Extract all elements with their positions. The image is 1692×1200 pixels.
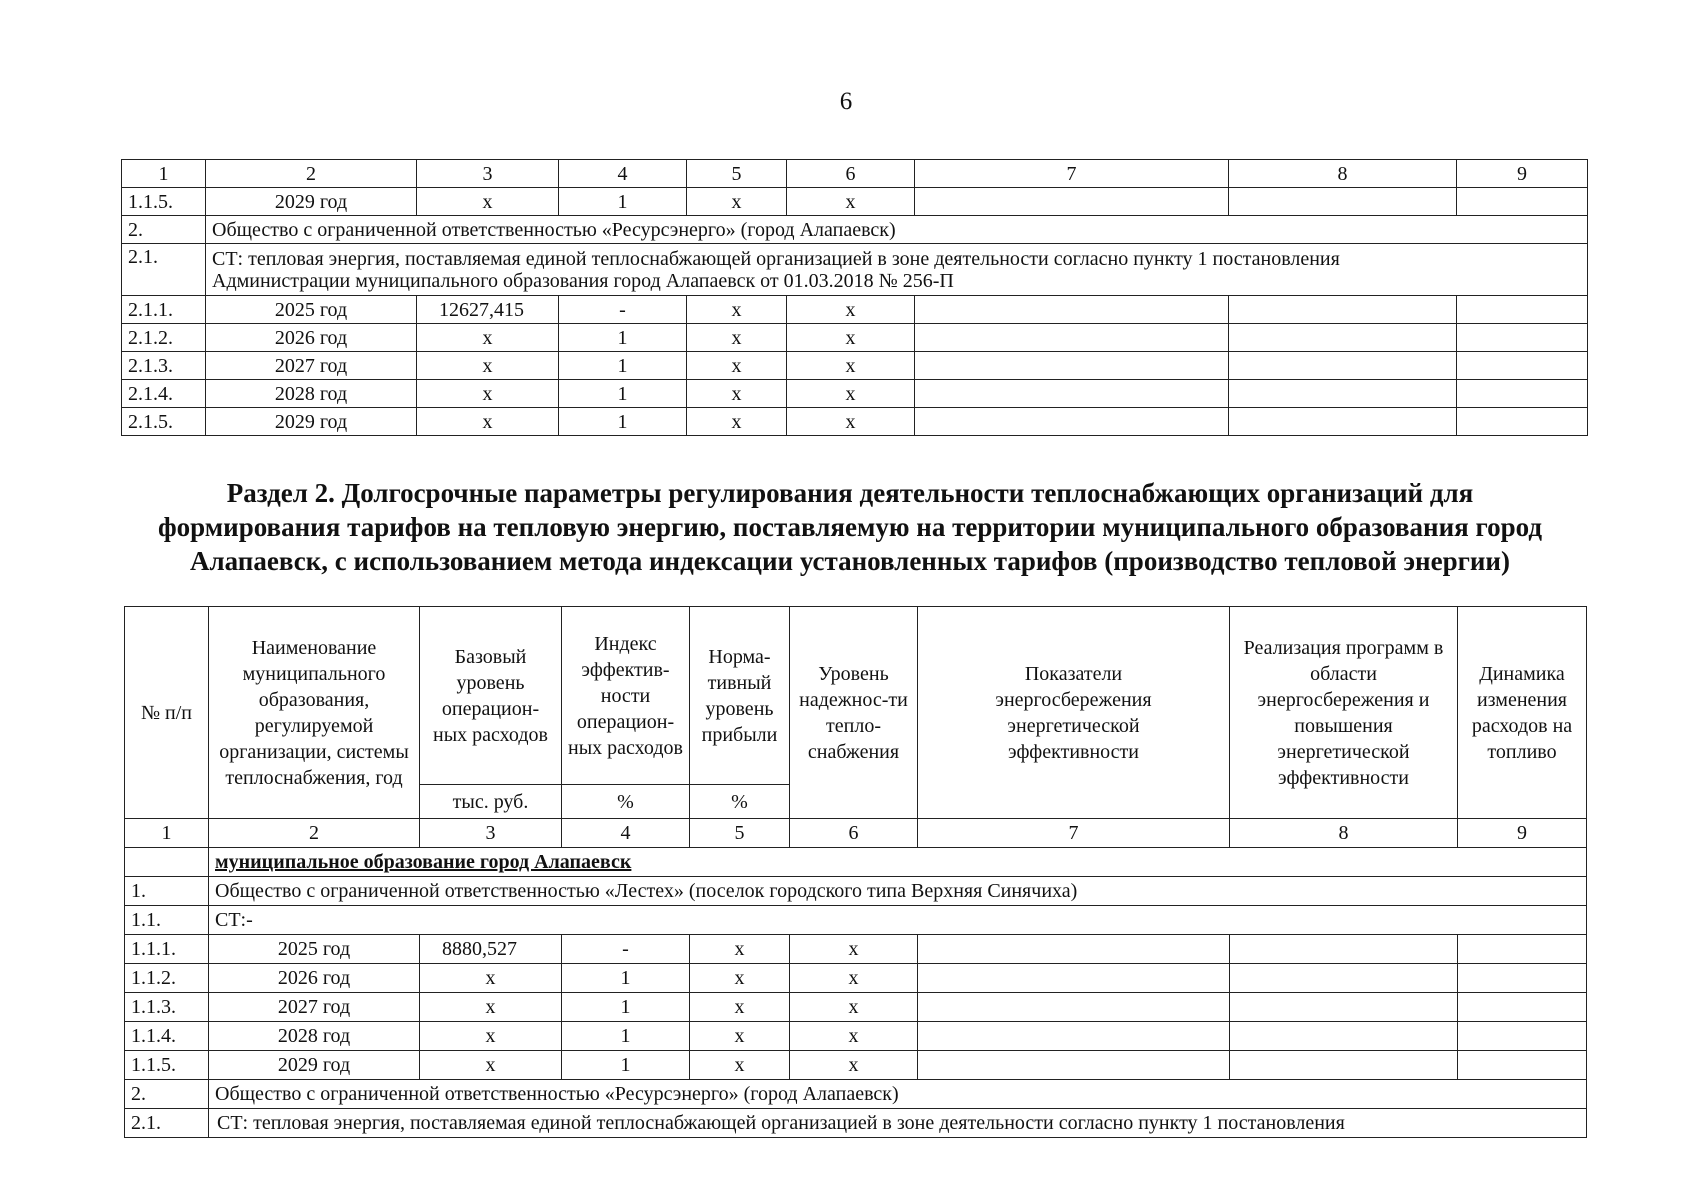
heat-system-line-1: СТ: тепловая энергия, поставляемая единой теплоснабжающей организацией в зоне деятельности согласно пункту 1 постановления: [212, 247, 1340, 270]
row-number: 2.1.4.: [122, 380, 206, 408]
col-num-2: 2: [206, 160, 417, 188]
empty-cell: [1230, 1051, 1458, 1080]
row-base: x: [420, 1051, 562, 1080]
unit-norm: %: [690, 785, 790, 819]
empty-cell: [915, 408, 1229, 436]
row-year: 2025 год: [206, 296, 417, 324]
row-index: 1: [562, 993, 690, 1022]
organization-row: [122, 216, 1588, 244]
col-num-1: 1: [122, 160, 206, 188]
table-row: [125, 1022, 1587, 1051]
row-norm: x: [687, 296, 787, 324]
empty-cell: [918, 964, 1230, 993]
header-index: Индекс эффектив-ности операцион-ных расходов: [562, 607, 690, 785]
row-base: x: [417, 408, 559, 436]
col-num-3: 3: [417, 160, 559, 188]
header-num: № п/п: [125, 607, 209, 819]
page-number: 6: [839, 88, 853, 115]
row-number: 2.1.2.: [122, 324, 206, 352]
row-base: x: [417, 380, 559, 408]
row-year: 2028 год: [209, 1022, 420, 1051]
table-row: [122, 352, 1588, 380]
municipality-row: [125, 848, 1587, 877]
empty-cell: [1229, 296, 1457, 324]
empty-cell: [1229, 188, 1457, 216]
section-title: [100, 476, 1600, 578]
table-row: [125, 935, 1587, 964]
row-reliability: x: [787, 408, 915, 436]
table-section-2: [124, 606, 1587, 1138]
empty-cell: [1458, 964, 1587, 993]
empty-cell: [1457, 380, 1588, 408]
organization-name: Общество с ограниченной ответственностью «Лестех» (поселок городского типа Верхняя Синячиха): [209, 877, 1587, 906]
row-norm: x: [690, 1051, 790, 1080]
row-index: 1: [559, 408, 687, 436]
col-num-2: 2: [209, 819, 420, 848]
row-norm: x: [690, 1022, 790, 1051]
col-num-7: 7: [915, 160, 1229, 188]
row-index: 1: [559, 380, 687, 408]
row-base: x: [417, 324, 559, 352]
row-year: 2029 год: [206, 188, 417, 216]
header-norm: Норма-тивный уровень прибыли: [690, 607, 790, 785]
row-number: 1.1.3.: [125, 993, 209, 1022]
row-base: x: [420, 1022, 562, 1051]
row-year: 2027 год: [209, 993, 420, 1022]
heat-system-row: [125, 906, 1587, 935]
table-row: [125, 993, 1587, 1022]
empty-cell: [1230, 964, 1458, 993]
empty-cell: [1457, 324, 1588, 352]
col-num-5: 5: [687, 160, 787, 188]
organization-name: Общество с ограниченной ответственностью «Ресурсэнерго» (город Алапаевск): [206, 216, 1588, 244]
row-number: 1.1.: [125, 906, 209, 935]
empty-cell: [1229, 324, 1457, 352]
row-index: 1: [562, 1022, 690, 1051]
row-base: x: [420, 964, 562, 993]
table-row: [122, 408, 1588, 436]
row-number: 2.: [125, 1080, 209, 1109]
empty-cell: [918, 935, 1230, 964]
row-index: 1: [559, 324, 687, 352]
header-energy-saving: Показатели энергосбережения энергетической эффективности: [918, 607, 1230, 819]
col-num-7: 7: [918, 819, 1230, 848]
section-title-line-2: формирования тарифов на тепловую энергию, поставляемую на территории муниципального образования город: [157, 512, 1543, 542]
empty-cell: [1229, 380, 1457, 408]
empty-cell: [918, 993, 1230, 1022]
row-year: 2029 год: [209, 1051, 420, 1080]
heat-system-name: СТ:-: [209, 906, 1587, 935]
table-continuation: [121, 159, 1588, 436]
row-index: 1: [562, 964, 690, 993]
row-reliability: x: [790, 935, 918, 964]
table-row: [122, 324, 1588, 352]
row-index: -: [559, 296, 687, 324]
empty-cell: [1457, 352, 1588, 380]
empty-cell: [1458, 993, 1587, 1022]
empty-cell: [915, 324, 1229, 352]
row-reliability: x: [790, 1051, 918, 1080]
table-row: [125, 1051, 1587, 1080]
empty-cell: [1229, 352, 1457, 380]
row-base: 12627,415: [417, 296, 559, 324]
row-norm: x: [687, 380, 787, 408]
row-reliability: x: [787, 296, 915, 324]
empty-cell: [918, 1022, 1230, 1051]
table-row: [125, 964, 1587, 993]
row-number: 1.1.1.: [125, 935, 209, 964]
empty-cell: [1230, 1022, 1458, 1051]
column-number-row: [125, 819, 1587, 848]
empty-cell: [1230, 993, 1458, 1022]
empty-cell: [125, 848, 209, 877]
row-index: 1: [562, 1051, 690, 1080]
municipality-name: [209, 848, 1587, 877]
col-num-4: 4: [559, 160, 687, 188]
col-num-1: 1: [125, 819, 209, 848]
row-reliability: x: [790, 964, 918, 993]
heat-system-name: СТ: тепловая энергия, поставляемая единой теплоснабжающей организацией в зоне деятельности согласно пункту 1 постановления: [209, 1109, 1587, 1138]
col-num-8: 8: [1230, 819, 1458, 848]
organization-row: [125, 877, 1587, 906]
section-title-line-3: Алапаевск, с использованием метода индексации установленных тарифов (производство тепловой энергии): [190, 546, 1510, 576]
table-row: [122, 296, 1588, 324]
row-reliability: x: [787, 352, 915, 380]
row-year: 2026 год: [209, 964, 420, 993]
row-number: 2.1.1.: [122, 296, 206, 324]
empty-cell: [915, 352, 1229, 380]
row-norm: x: [687, 408, 787, 436]
row-year: 2029 год: [206, 408, 417, 436]
row-number: 1.1.5.: [122, 188, 206, 216]
row-index: 1: [559, 188, 687, 216]
table-row: [122, 188, 1588, 216]
row-number: 1.: [125, 877, 209, 906]
header-reliability: Уровень надежнос-ти тепло-снабжения: [790, 607, 918, 819]
heat-system-description: [206, 244, 1588, 296]
row-number: 1.1.4.: [125, 1022, 209, 1051]
unit-base: тыс. руб.: [420, 785, 562, 819]
row-norm: x: [687, 188, 787, 216]
row-index: -: [562, 935, 690, 964]
row-base: x: [420, 993, 562, 1022]
row-norm: x: [687, 352, 787, 380]
row-year: 2028 год: [206, 380, 417, 408]
empty-cell: [1229, 408, 1457, 436]
row-index: 1: [559, 352, 687, 380]
empty-cell: [915, 296, 1229, 324]
heat-system-row: [122, 244, 1588, 296]
row-reliability: x: [790, 993, 918, 1022]
col-num-4: 4: [562, 819, 690, 848]
row-number: 2.1.: [122, 244, 206, 296]
row-base: x: [417, 188, 559, 216]
row-norm: x: [690, 935, 790, 964]
unit-index: %: [562, 785, 690, 819]
header-name: Наименование муниципального образования, регулируемой организации, системы теплоснабжения, год: [209, 607, 420, 819]
col-num-3: 3: [420, 819, 562, 848]
empty-cell: [1458, 1051, 1587, 1080]
col-num-9: 9: [1457, 160, 1588, 188]
empty-cell: [1457, 188, 1588, 216]
col-num-6: 6: [790, 819, 918, 848]
row-norm: x: [687, 324, 787, 352]
row-year: 2026 год: [206, 324, 417, 352]
col-num-6: 6: [787, 160, 915, 188]
row-number: 1.1.2.: [125, 964, 209, 993]
organization-name: Общество с ограниченной ответственностью «Ресурсэнерго» (город Алапаевск): [209, 1080, 1587, 1109]
row-number: 2.1.: [125, 1109, 209, 1138]
row-base: x: [417, 352, 559, 380]
empty-cell: [1230, 935, 1458, 964]
row-number: 2.1.5.: [122, 408, 206, 436]
row-year: 2027 год: [206, 352, 417, 380]
row-norm: x: [690, 964, 790, 993]
row-number: 2.1.3.: [122, 352, 206, 380]
row-reliability: x: [787, 188, 915, 216]
row-reliability: x: [787, 380, 915, 408]
empty-cell: [1457, 296, 1588, 324]
header-base: Базовый уровень операцион-ных расходов: [420, 607, 562, 785]
col-num-8: 8: [1229, 160, 1457, 188]
municipality-label: муниципальное образование город Алапаевск: [215, 851, 632, 873]
heat-system-line-2: Администрации муниципального образования город Алапаевск от 01.03.2018 № 256-П: [212, 269, 954, 292]
header-row: [125, 607, 1587, 785]
empty-cell: [1458, 935, 1587, 964]
section-title-line-1: Раздел 2. Долгосрочные параметры регулирования деятельности теплоснабжающих организаций для: [226, 478, 1474, 508]
col-num-9: 9: [1458, 819, 1587, 848]
row-base: 8880,527: [420, 935, 562, 964]
header-fuel: Динамика изменения расходов на топливо: [1458, 607, 1587, 819]
heat-system-row: [125, 1109, 1587, 1138]
row-reliability: x: [787, 324, 915, 352]
table-row: [122, 380, 1588, 408]
col-num-5: 5: [690, 819, 790, 848]
column-number-row: [122, 160, 1588, 188]
row-year: 2025 год: [209, 935, 420, 964]
empty-cell: [1458, 1022, 1587, 1051]
row-norm: x: [690, 993, 790, 1022]
header-programs: Реализация программ в области энергосбережения и повышения энергетической эффективности: [1230, 607, 1458, 819]
empty-cell: [1457, 408, 1588, 436]
organization-row: [125, 1080, 1587, 1109]
row-number: 1.1.5.: [125, 1051, 209, 1080]
row-number: 2.: [122, 216, 206, 244]
empty-cell: [915, 188, 1229, 216]
row-reliability: x: [790, 1022, 918, 1051]
empty-cell: [918, 1051, 1230, 1080]
empty-cell: [915, 380, 1229, 408]
